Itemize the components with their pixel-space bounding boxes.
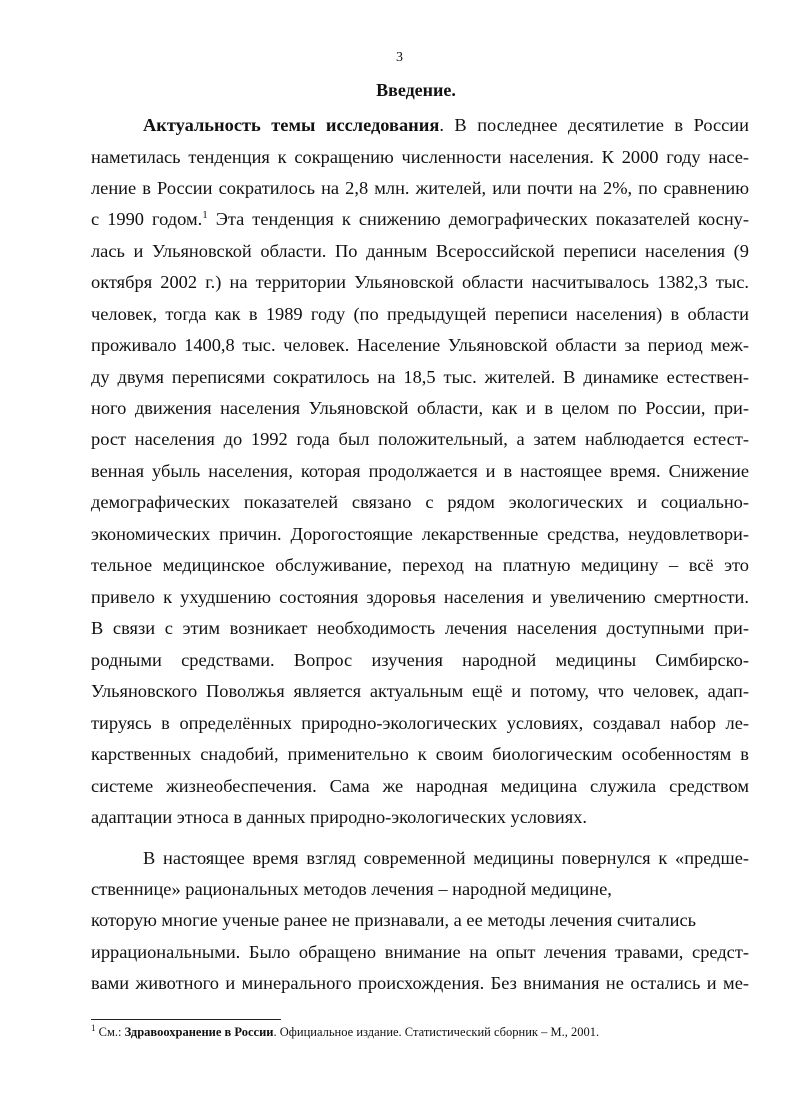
paragraph-1-line-12: венная убыль населения, которая продолжается и в настоящее время. Снижение [91, 461, 749, 481]
footnote [91, 1023, 599, 1041]
paragraph-1-line-23: адаптации этноса в данных природно-экологических условиях. [91, 807, 588, 827]
paragraph-2-line-5: вами животного и минерального происхождения. Без внимания не остались и ме- [91, 973, 749, 993]
footnote-divider [91, 1019, 281, 1020]
paragraph-1-line-15: тельное медицинское обслуживание, переход на платную медицину – всё это [91, 555, 749, 575]
page-number: 3 [396, 50, 403, 65]
paragraph-1-line-8: проживало 1400,8 тыс. человек. Население Ульяновской области за период меж- [91, 335, 749, 355]
paragraph-1-line-18: родными средствами. Вопрос изучения народной медицины Симбирско- [91, 650, 749, 670]
paragraph-1-line-14: экономических причин. Дорогостоящие лекарственные средства, неудовлетвори- [91, 524, 749, 544]
paragraph-1-line-17: В связи с этим возникает необходимость лечения населения доступными при- [91, 618, 749, 638]
paragraph-1-line-21: карственных снадобий, применительно к своим биологическим особенностям в [91, 744, 749, 764]
paragraph-1-line-4 [91, 207, 749, 231]
paragraph-1-line-11: рост населения до 1992 года был положительный, а затем наблюдается естест- [91, 429, 749, 449]
footnote-prefix: См.: [95, 1025, 125, 1039]
line-text: . В последнее десятилетие в России [439, 115, 749, 135]
paragraph-1-line-3: ление в России сократилось на 2,8 млн. жителей, или почти на 2%, по сравнению [91, 178, 749, 198]
line-text: Эта тенденция к снижению демографических показателей косну- [207, 209, 749, 229]
paragraph-1-line-1 [143, 113, 749, 137]
paragraph-1-line-9: ду двумя переписями сократилось на 18,5 тыс. жителей. В динамике естествен- [91, 367, 749, 387]
paragraph-1-line-7: человек, тогда как в 1989 году (по предыдущей переписи населения) в области [91, 304, 749, 324]
footnote-source-title: Здравоохранение в России [124, 1025, 274, 1039]
footnote-marker: 1 [91, 1023, 96, 1033]
footnote-ref: 1 [202, 209, 208, 221]
paragraph-1-line-16: привело к ухудшению состояния здоровья населения и увеличению смертности. [91, 587, 749, 607]
paragraph-1-line-22: системе жизнеобеспечения. Сама же народная медицина служила средством [91, 776, 749, 796]
paragraph-2-line-4: иррациональными. Было обращено внимание на опыт лечения травами, средст- [91, 942, 749, 962]
paragraph-1-line-6: октября 2002 г.) на территории Ульяновской области насчитывалось 1382,3 тыс. [91, 272, 749, 292]
paragraph-1-line-13: демографических показателей связано с рядом экологических и социально- [91, 492, 749, 512]
footnote-text: . Официальное издание. Статистический сборник – М., 2001. [273, 1025, 600, 1039]
paragraph-1-line-2: наметилась тенденция к сокращению численности населения. К 2000 году насе- [91, 147, 749, 167]
line-text: с 1990 годом. [91, 209, 203, 229]
paragraph-2-line-3: которую многие ученые ранее не признавали, а ее методы лечения считались [91, 910, 696, 930]
paragraph-2-line-2: ственнице» рациональных методов лечения – народной медицине, [91, 879, 612, 899]
paragraph-1-line-10: ного движения населения Ульяновской области, как и в целом по России, при- [91, 398, 749, 418]
paragraph-1-line-5: лась и Ульяновской области. По данным Всероссийской переписи населения (9 [91, 241, 749, 261]
paragraph-1-line-19: Ульяновского Поволжья является актуальным ещё и потому, что человек, адап- [91, 681, 749, 701]
section-title: Введение. [376, 80, 456, 100]
paragraph-1-line-20: тируясь в определённых природно-экологических условиях, создавал набор ле- [91, 713, 749, 733]
paragraph-2-line-1: В настоящее время взгляд современной медицины повернулся к «предше- [143, 848, 749, 868]
heading-bold: Актуальность темы исследования [143, 115, 440, 135]
